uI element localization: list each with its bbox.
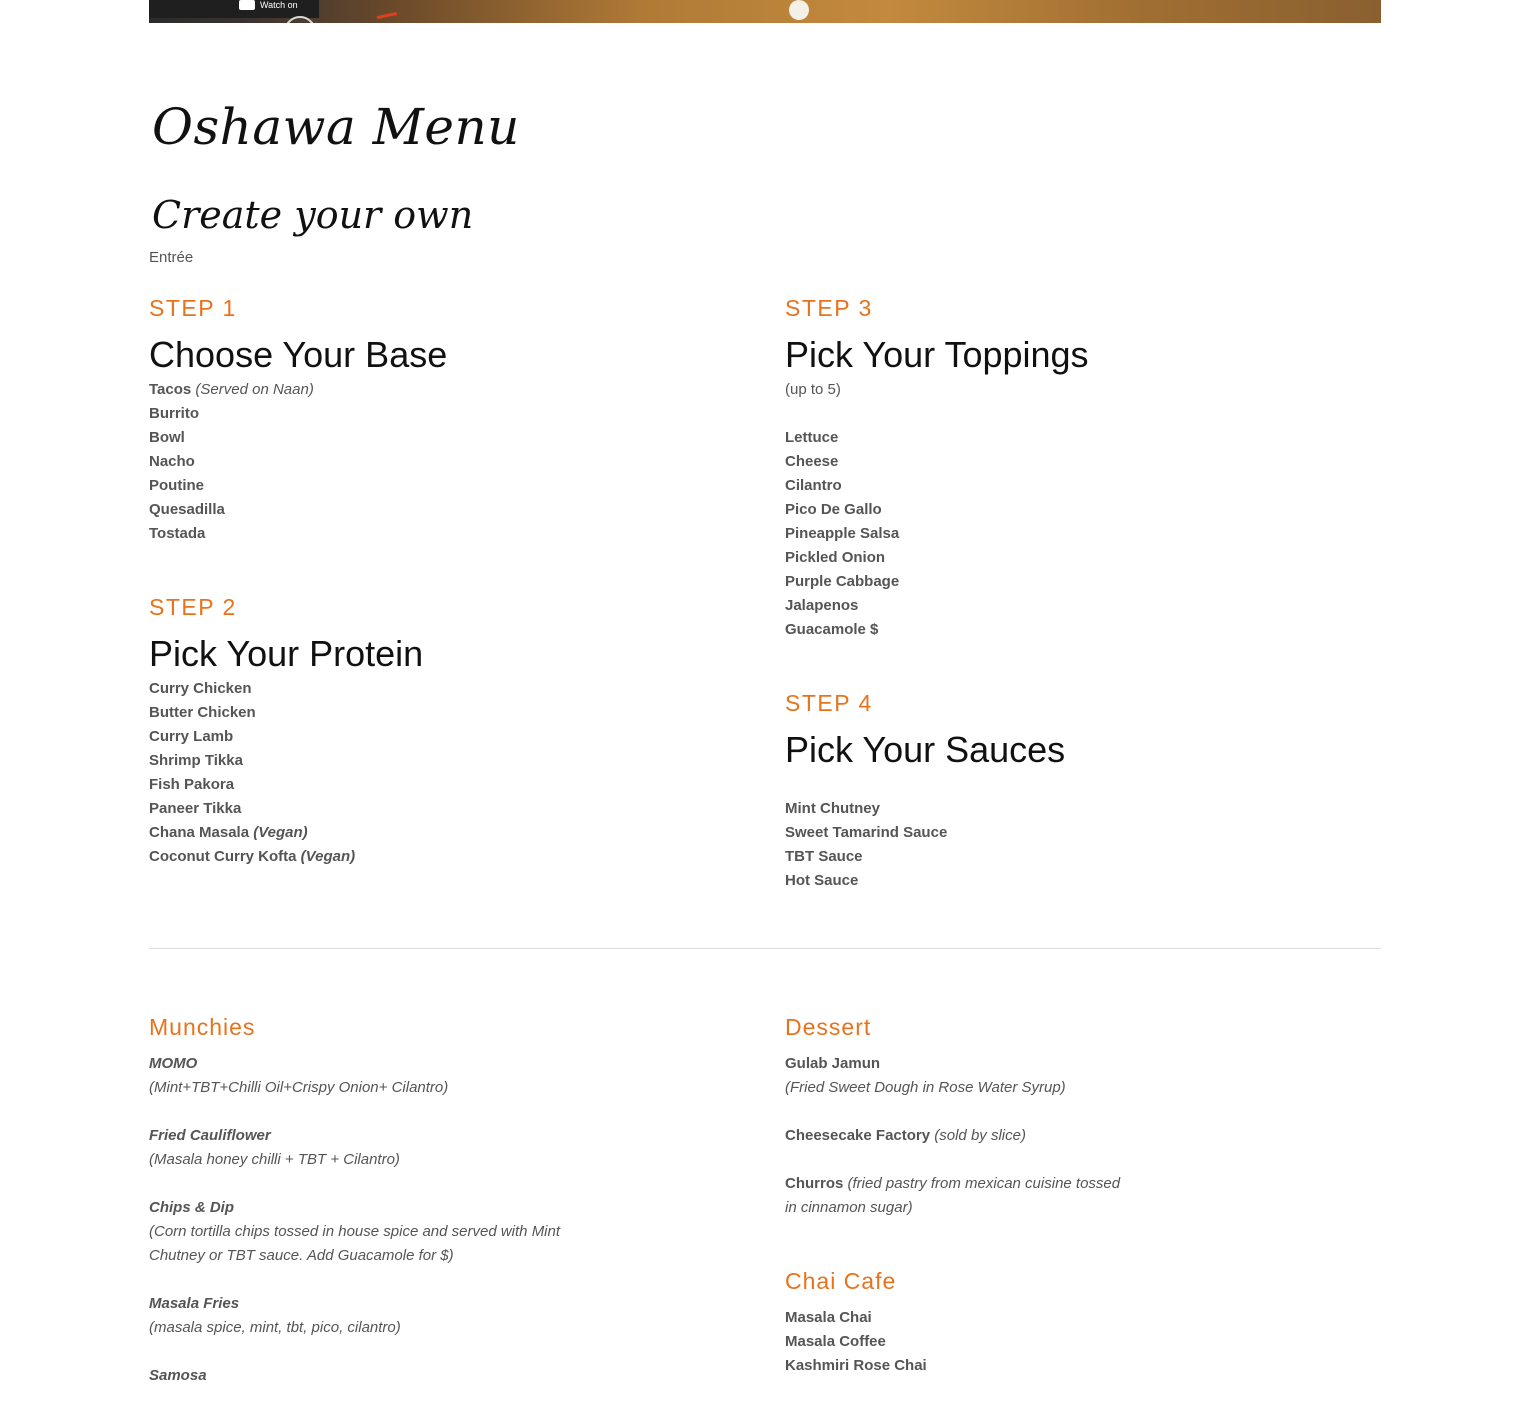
item-description: (Fried Sweet Dough in Rose Water Syrup) xyxy=(785,1079,1066,1096)
protein-list xyxy=(149,677,355,869)
list-item: Chana Masala (Vegan) xyxy=(149,824,308,841)
list-item: Lettuce xyxy=(785,429,839,446)
hero-image-highlight xyxy=(789,0,809,20)
step1-label: STEP 1 xyxy=(149,295,237,321)
item-description: (sold by slice) xyxy=(934,1127,1026,1144)
menu-item xyxy=(785,1172,1135,1220)
toppings-list xyxy=(785,426,899,642)
step4-label: STEP 4 xyxy=(785,690,873,716)
list-item: Poutine xyxy=(149,477,204,494)
list-item: Kashmiri Rose Chai xyxy=(785,1357,927,1374)
step4-title: Pick Your Sauces xyxy=(785,729,1066,770)
list-item: Cheese xyxy=(785,453,839,470)
item-name: Samosa xyxy=(149,1367,207,1384)
item-description: (masala spice, mint, tbt, pico, cilantro) xyxy=(149,1319,401,1336)
list-item: Mint Chutney xyxy=(785,800,880,817)
section-divider xyxy=(149,948,1381,949)
section-title: Create your own xyxy=(152,193,474,237)
list-item: Nacho xyxy=(149,453,195,470)
list-item: Purple Cabbage xyxy=(785,573,900,590)
youtube-play-icon xyxy=(239,0,255,10)
item-name: Masala Fries xyxy=(149,1295,240,1312)
hero-logo-mark xyxy=(377,12,397,19)
section-subtitle: Entrée xyxy=(149,249,194,266)
list-item: Butter Chicken xyxy=(149,704,256,721)
list-item: Pico De Gallo xyxy=(785,501,882,518)
item-description: (Mint+TBT+Chilli Oil+Crispy Onion+ Cilantro) xyxy=(149,1079,449,1096)
chai-cafe-title: Chai Cafe xyxy=(785,1268,897,1294)
menu-item xyxy=(785,1124,1135,1148)
list-item: Masala Chai xyxy=(785,1309,872,1326)
item-note: (Vegan) xyxy=(300,848,356,865)
chai-cafe-list xyxy=(785,1306,927,1378)
item-description: (Corn tortilla chips tossed in house spice and served with Mint Chutney or TBT sauce. Add Guacamole for $) xyxy=(149,1223,561,1264)
item-name: Cheesecake Factory xyxy=(785,1127,931,1144)
item-name: Fried Cauliflower xyxy=(149,1127,271,1144)
list-item: Jalapenos xyxy=(785,597,859,614)
list-item: Paneer Tikka xyxy=(149,800,242,817)
list-item: Shrimp Tikka xyxy=(149,752,243,769)
list-item: Curry Lamb xyxy=(149,728,234,745)
dessert-title: Dessert xyxy=(785,1014,872,1040)
menu-item xyxy=(149,1292,569,1340)
step3-title: Pick Your Toppings xyxy=(785,334,1089,375)
video-watch-label: Watch on xyxy=(260,0,298,10)
list-item: TBT Sauce xyxy=(785,848,863,865)
item-description: (fried pastry from mexican cuisine tossed in cinnamon sugar) xyxy=(785,1175,1121,1216)
list-item: Tacos (Served on Naan) xyxy=(149,381,314,398)
page-title: Oshawa Menu xyxy=(152,98,520,156)
item-name: Churros xyxy=(785,1175,844,1192)
item-description: (Masala honey chilli + TBT + Cilantro) xyxy=(149,1151,400,1168)
menu-item xyxy=(149,1052,569,1100)
step2-label: STEP 2 xyxy=(149,594,237,620)
item-name: Gulab Jamun xyxy=(785,1055,881,1072)
list-item: Quesadilla xyxy=(149,501,225,518)
list-item: Sweet Tamarind Sauce xyxy=(785,824,948,841)
item-note: (Served on Naan) xyxy=(195,381,314,398)
munchies-title: Munchies xyxy=(149,1014,256,1040)
list-item: Coconut Curry Kofta (Vegan) xyxy=(149,848,356,865)
list-item: Masala Coffee xyxy=(785,1333,886,1350)
menu-item xyxy=(149,1364,569,1388)
list-item: Cilantro xyxy=(785,477,842,494)
list-item: Guacamole $ xyxy=(785,621,879,638)
step1-title: Choose Your Base xyxy=(149,334,448,375)
list-item: Bowl xyxy=(149,429,185,446)
sauces-list xyxy=(785,797,947,893)
base-list xyxy=(149,378,314,546)
video-watch-chip[interactable] xyxy=(149,0,319,18)
list-item: Pickled Onion xyxy=(785,549,886,566)
list-item: Hot Sauce xyxy=(785,872,859,889)
item-name: Chips & Dip xyxy=(149,1199,234,1216)
hero-video-thumbnail[interactable] xyxy=(149,0,1381,23)
menu-item xyxy=(149,1124,569,1172)
step2-title: Pick Your Protein xyxy=(149,633,424,674)
item-name: MOMO xyxy=(149,1055,198,1072)
list-item: Curry Chicken xyxy=(149,680,252,697)
menu-item xyxy=(149,1196,569,1268)
list-item: Pineapple Salsa xyxy=(785,525,900,542)
list-item: Burrito xyxy=(149,405,199,422)
menu-item xyxy=(785,1052,1135,1100)
toppings-limit-note: (up to 5) xyxy=(785,381,841,398)
list-item: Fish Pakora xyxy=(149,776,235,793)
step3-label: STEP 3 xyxy=(785,295,873,321)
dessert-list xyxy=(785,1052,1135,1244)
munchies-list xyxy=(149,1052,569,1412)
item-note: (Vegan) xyxy=(253,824,308,841)
list-item: Tostada xyxy=(149,525,206,542)
